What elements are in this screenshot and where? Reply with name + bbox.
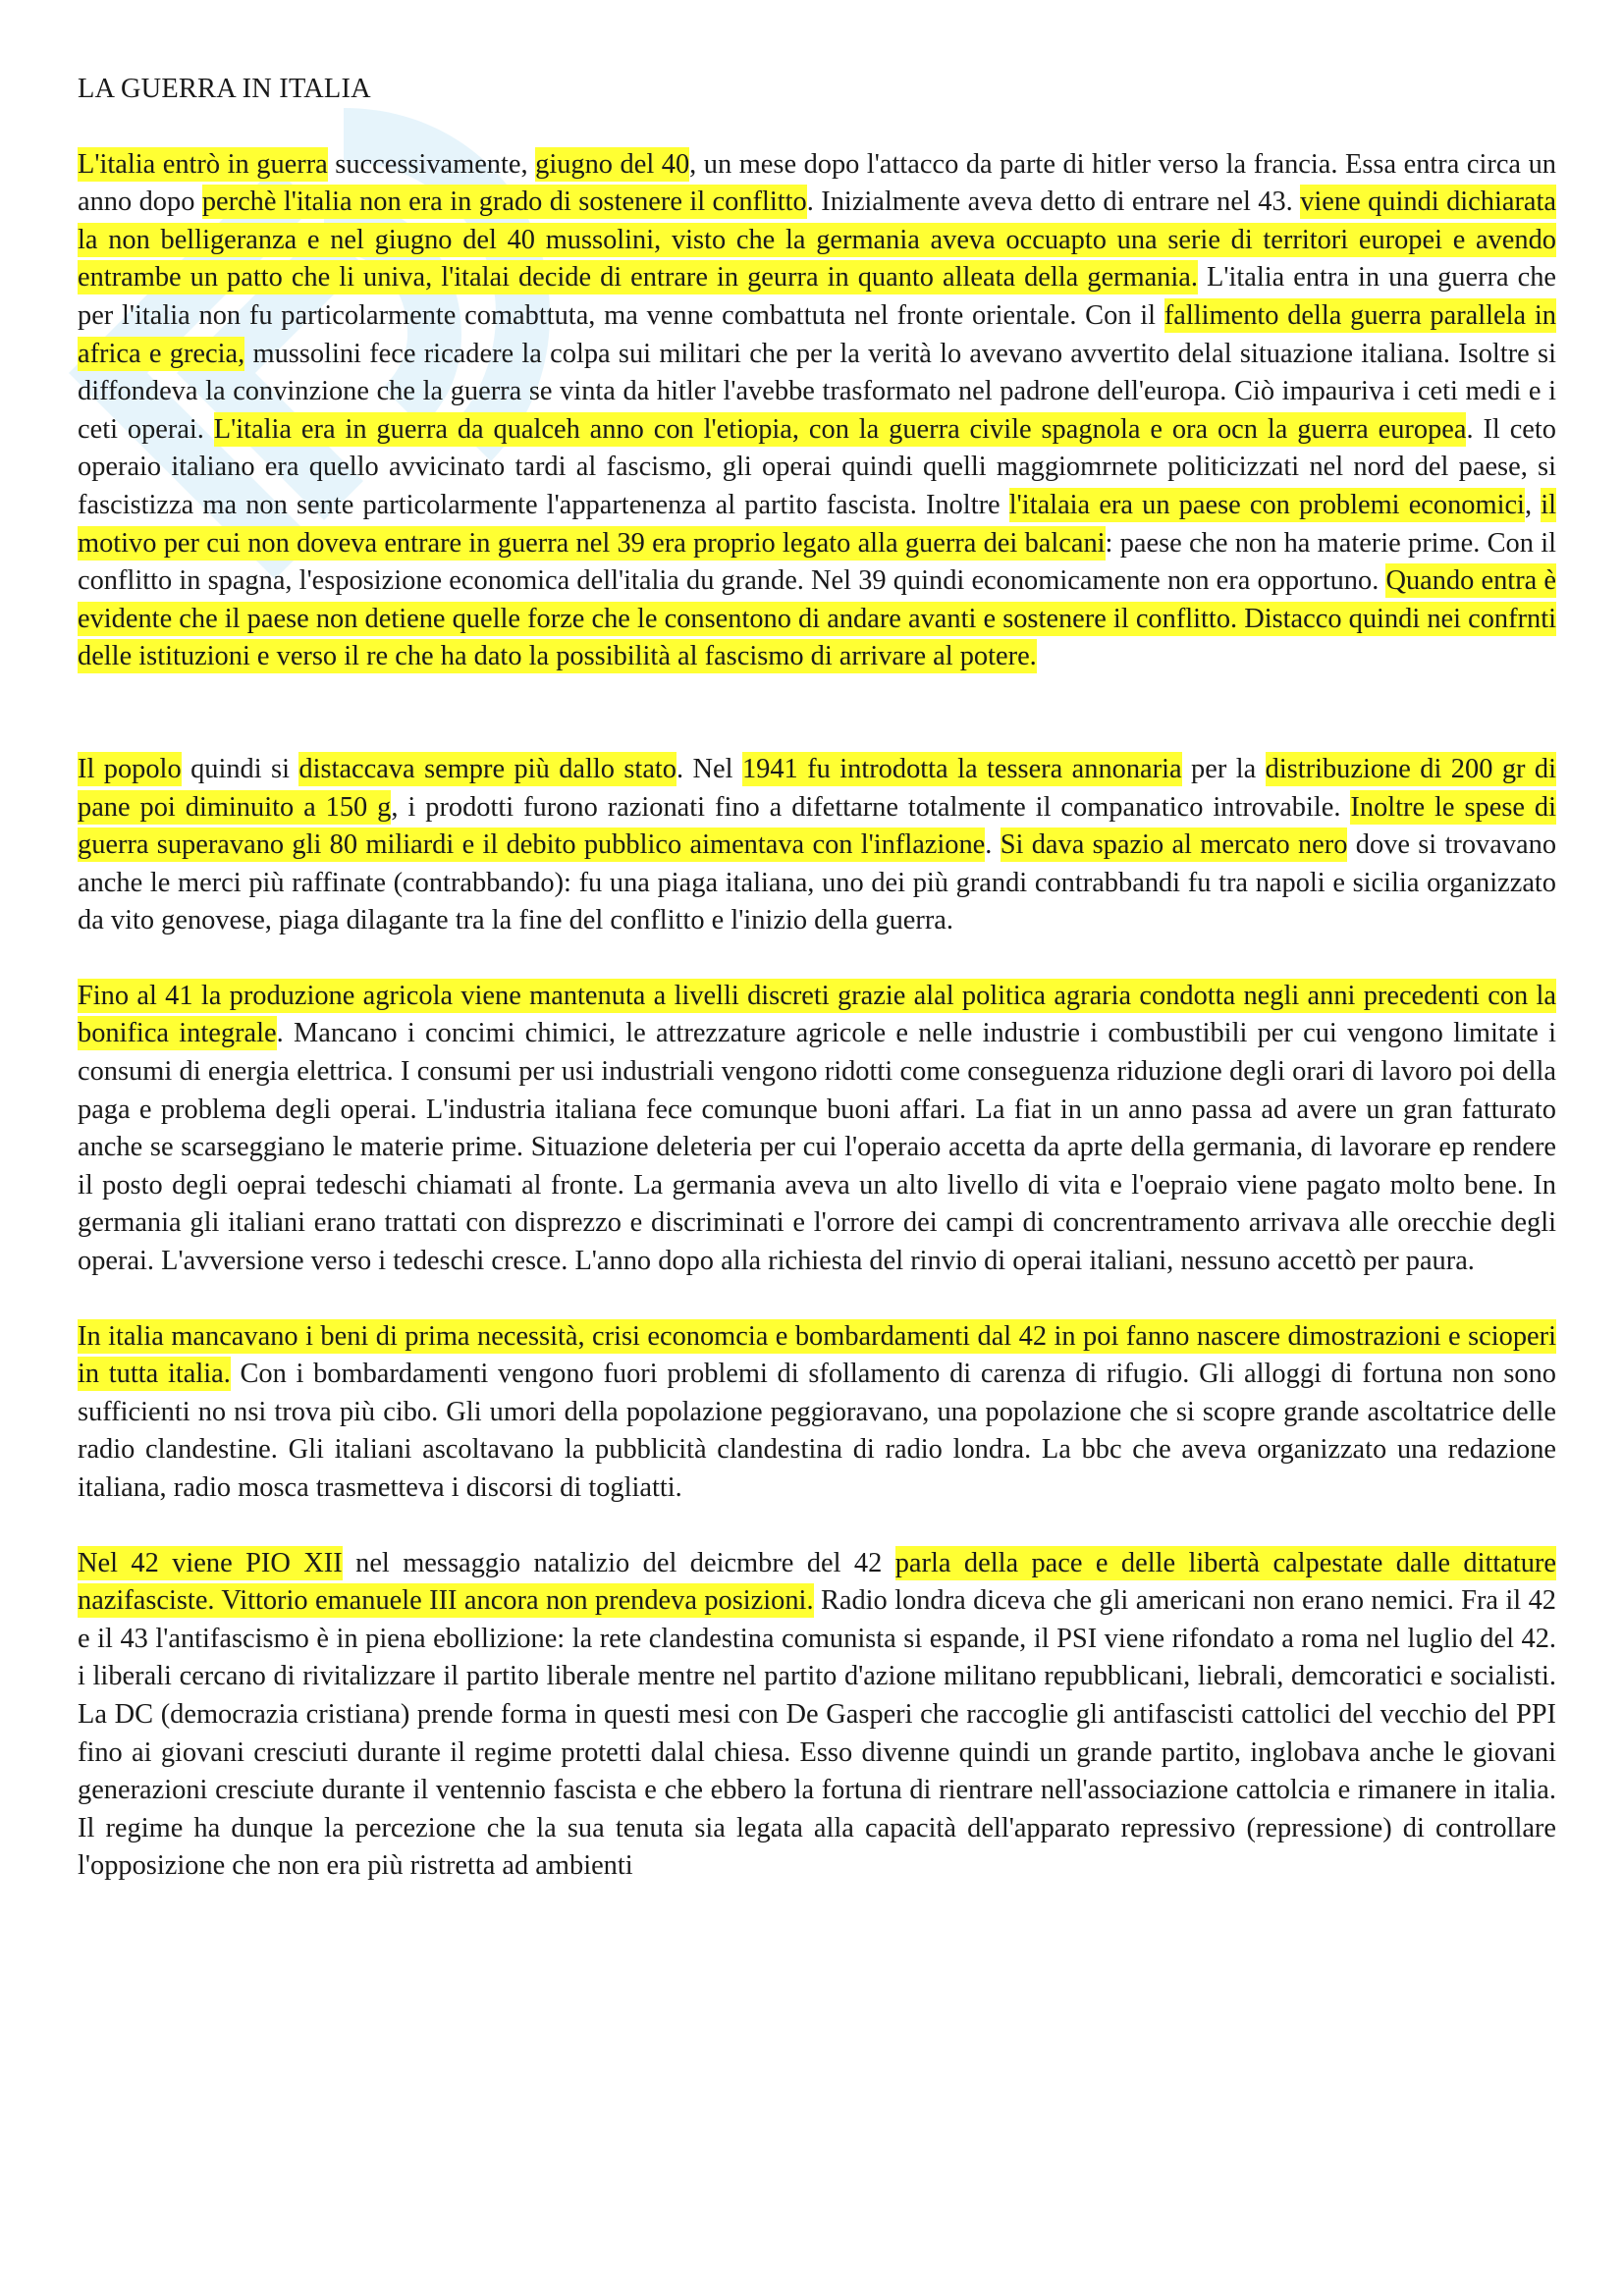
body-text: . Inizialmente aveva detto di entrare nel 43. bbox=[806, 187, 1301, 218]
paragraph-3 bbox=[78, 978, 1556, 1281]
highlighted-text: In italia mancavano i beni di prima necessità, crisi economcia e bombardamenti dal 42 in poi fanno nascere dimostrazioni e scioperi in tutta italia. bbox=[78, 1320, 1556, 1390]
body-text: nel messaggio natalizio del deicmbre del 42 bbox=[342, 1547, 895, 1578]
body-text: . Mancano i concimi chimici, le attrezzature agricole e nelle industrie i combustibili per cui vengono limitate i consumi di energia elettrica. I consumi per usi industriali vengono ridotti come conseguenza riduzione degli orari di lavoro poi della paga e problema degli operai. L'industria italiana fece comunque buoni affari. La fiat in un anno passa ad avere un gran fatturato anche se scarseggiano le materie prime. Situazione deleteria per cui l'operaio accetta da aprte della germania, di lavorare ep rendere il posto degli oeprai tedeschi chiamati al fronte. La germania aveva un alto livello di vita e l'oepraio viene pagato molto bene. In germania gli italiani erano trattati con disprezzo e discriminati e l'orrore dei campi di concrentramento arrivava alle orecchie degli operai. L'avversione verso i tedeschi cresce. L'anno dopo alla richiesta del rinvio di operai italiani, nessuno accettò per paura. bbox=[78, 1018, 1556, 1277]
highlighted-text: distribuzione di 200 gr di pane poi diminuito a 150 g bbox=[78, 753, 1556, 823]
body-text: . Il ceto operaio italiano era quello avvicinato tardi al fascismo, gli operai quindi quelli maggiomrnete politicizzati nel nord del paese, si fascistizza ma non sente particolarmente l'appartenenza al partito fascista. Inoltre bbox=[78, 413, 1556, 520]
body-text: : paese che non ha materie prime. Con il conflitto in spagna, l'esposizione economica dell'italia du grande. Nel 39 quindi economicamente non era opportuno. bbox=[78, 527, 1556, 597]
highlighted-text: giugno del 40 bbox=[535, 148, 690, 180]
paragraph-5 bbox=[78, 1545, 1556, 1886]
body-text: per la bbox=[1181, 753, 1266, 784]
highlighted-text: Si dava spazio al mercato nero bbox=[1000, 829, 1348, 861]
document-page bbox=[78, 71, 1556, 1886]
highlighted-text: perchè l'italia non era in grado di sostenere il conflitto bbox=[201, 187, 807, 218]
body-text: . bbox=[985, 829, 1001, 861]
paragraph-4 bbox=[78, 1318, 1556, 1508]
highlighted-text: 1941 fu introdotta la tessera annonaria bbox=[741, 753, 1182, 784]
body-text: dove si trovavano anche le merci più raffinate (contrabbando): fu una piaga italiana, uno dei più grandi contrabbandi fu tra napoli e sicilia organizzato da vito genovese, piaga dilagante tra la fine del conflitto e l'inizio della guerra. bbox=[78, 829, 1557, 936]
body-text: Radio londra diceva che gli americani non erano nemici. Fra il 42 e il 43 l'antifascismo è in piena ebollizione: la rete clandestina comunista si espande, il PSI viene rifondato a roma nel luglio del 42. i liberali cercano di rivitalizzare il partito liberale mentre nel partito d'azione militano repubblicani, liebrali, demcoratici e socialisti. La DC (democrazia cristiana) prende forma in questi mesi con De Gasperi che raccoglie gli antifascisti cattolici del vecchio del PPI fino ai giovani cresciuti durante il regime protetti dalal chiesa. Esso divenne quindi un grande partito, inglobava anche le giovani generazioni cresciute durante il ventennio fascista e che ebbero la fortuna di rientrare nell'associazione cattolcia e rimanere in italia. Il regime ha dunque la percezione che la sua tenuta sia legata alla capacità dell'apparato repressivo (repressione) di controllare l'opposizione che non era più ristretta ad ambienti bbox=[78, 1585, 1556, 1882]
highlighted-text: parla della pace e delle libertà calpestate dalle dittature nazifasciste. Vittorio emanuele III ancora non prendeva posizioni. bbox=[78, 1547, 1556, 1617]
highlighted-text: il motivo per cui non doveva entrare in guerra nel 39 era proprio legato alla guerra dei balcani bbox=[78, 489, 1556, 559]
body-text: quindi si bbox=[181, 753, 299, 784]
paragraph-1 bbox=[78, 146, 1556, 676]
body-text: , bbox=[1524, 489, 1542, 520]
body-text: L'italia entra in una guerra che per l'italia non fu particolarmente comabttuta, ma venne combattuta nel fronte orientale. Con il bbox=[78, 262, 1556, 331]
body-text: mussolini fece ricadere la colpa sui militari che per la verità lo avevano avvertito delal situazione italiana. Isoltre si diffondeva la convinzione che la guerra se vinta da hitler l'avebbe trasformato nel padrone dell'europa. Ciò impauriva i ceti medi e i ceti operai. bbox=[78, 338, 1556, 445]
body-text: . Nel bbox=[676, 753, 742, 784]
body-text: , i prodotti furono razionati fino a difettarne totalmente il companatico introvabile. bbox=[391, 791, 1351, 823]
paragraph-2 bbox=[78, 751, 1556, 940]
body-text: Con i bombardamenti vengono fuori problemi di sfollamento di carenza di rifugio. Gli alloggi di fortuna non sono sufficienti no nsi trova più cibo. Gli umori della popolazione peggioravano, una popolazione che si scopre grande ascoltatrice delle radio clandestine. Gli italiani ascoltavano la pubblicità clandestina di radio londra. La bbc che aveva organizzato una redazione italiana, radio mosca trasmetteva i discorsi di togliatti. bbox=[78, 1359, 1556, 1503]
paragraph-spacer bbox=[78, 1508, 1556, 1545]
paragraph-spacer bbox=[78, 676, 1556, 751]
paragraph-spacer bbox=[78, 1281, 1556, 1318]
highlighted-text: Il popolo bbox=[78, 753, 182, 784]
highlighted-text: L'italia era in guerra da qualceh anno con l'etiopia, con la guerra civile spagnola e ora ocn la guerra europea bbox=[213, 413, 1467, 445]
highlighted-text: L'italia entrò in guerra bbox=[78, 148, 328, 180]
body-text: successivamente, bbox=[327, 148, 536, 180]
highlighted-text: Quando entra è evidente che il paese non detiene quelle forze che le consentono di andare avanti e sostenere il conflitto. Distacco quindi nei confrnti delle istituzioni e verso il re che ha dato la possibilità al fascismo di arrivare al potere. bbox=[78, 565, 1557, 672]
highlighted-text: Fino al 41 la produzione agricola viene mantenuta a livelli discreti grazie alal politica agraria condotta negli anni precedenti con la bonifica integrale bbox=[78, 980, 1556, 1049]
highlighted-text: Nel 42 viene PIO XII bbox=[78, 1547, 343, 1578]
highlighted-text: viene quindi dichiarata la non belligeranza e nel giugno del 40 mussolini, visto che la germania aveva occuapto una serie di territori europei e avendo entrambe un patto che li univa, l'italai decide di entrare in geurra in quanto alleata della germania. bbox=[78, 187, 1556, 294]
highlighted-text: Inoltre le spese di guerra superavano gli 80 miliardi e il debito pubblico aimentava con l'inflazione bbox=[78, 791, 1556, 861]
highlighted-text: distaccava sempre più dallo stato bbox=[298, 753, 677, 784]
highlighted-text: l'italaia era un paese con problemi economici bbox=[1008, 489, 1525, 520]
paragraph-spacer bbox=[78, 940, 1556, 978]
document-title: LA GUERRA IN ITALIA bbox=[78, 74, 371, 104]
body-text: , un mese dopo l'attacco da parte di hitler verso la francia. Essa entra circa un anno dopo bbox=[78, 148, 1556, 218]
highlighted-text: fallimento della guerra parallela in africa e grecia, bbox=[78, 299, 1556, 369]
